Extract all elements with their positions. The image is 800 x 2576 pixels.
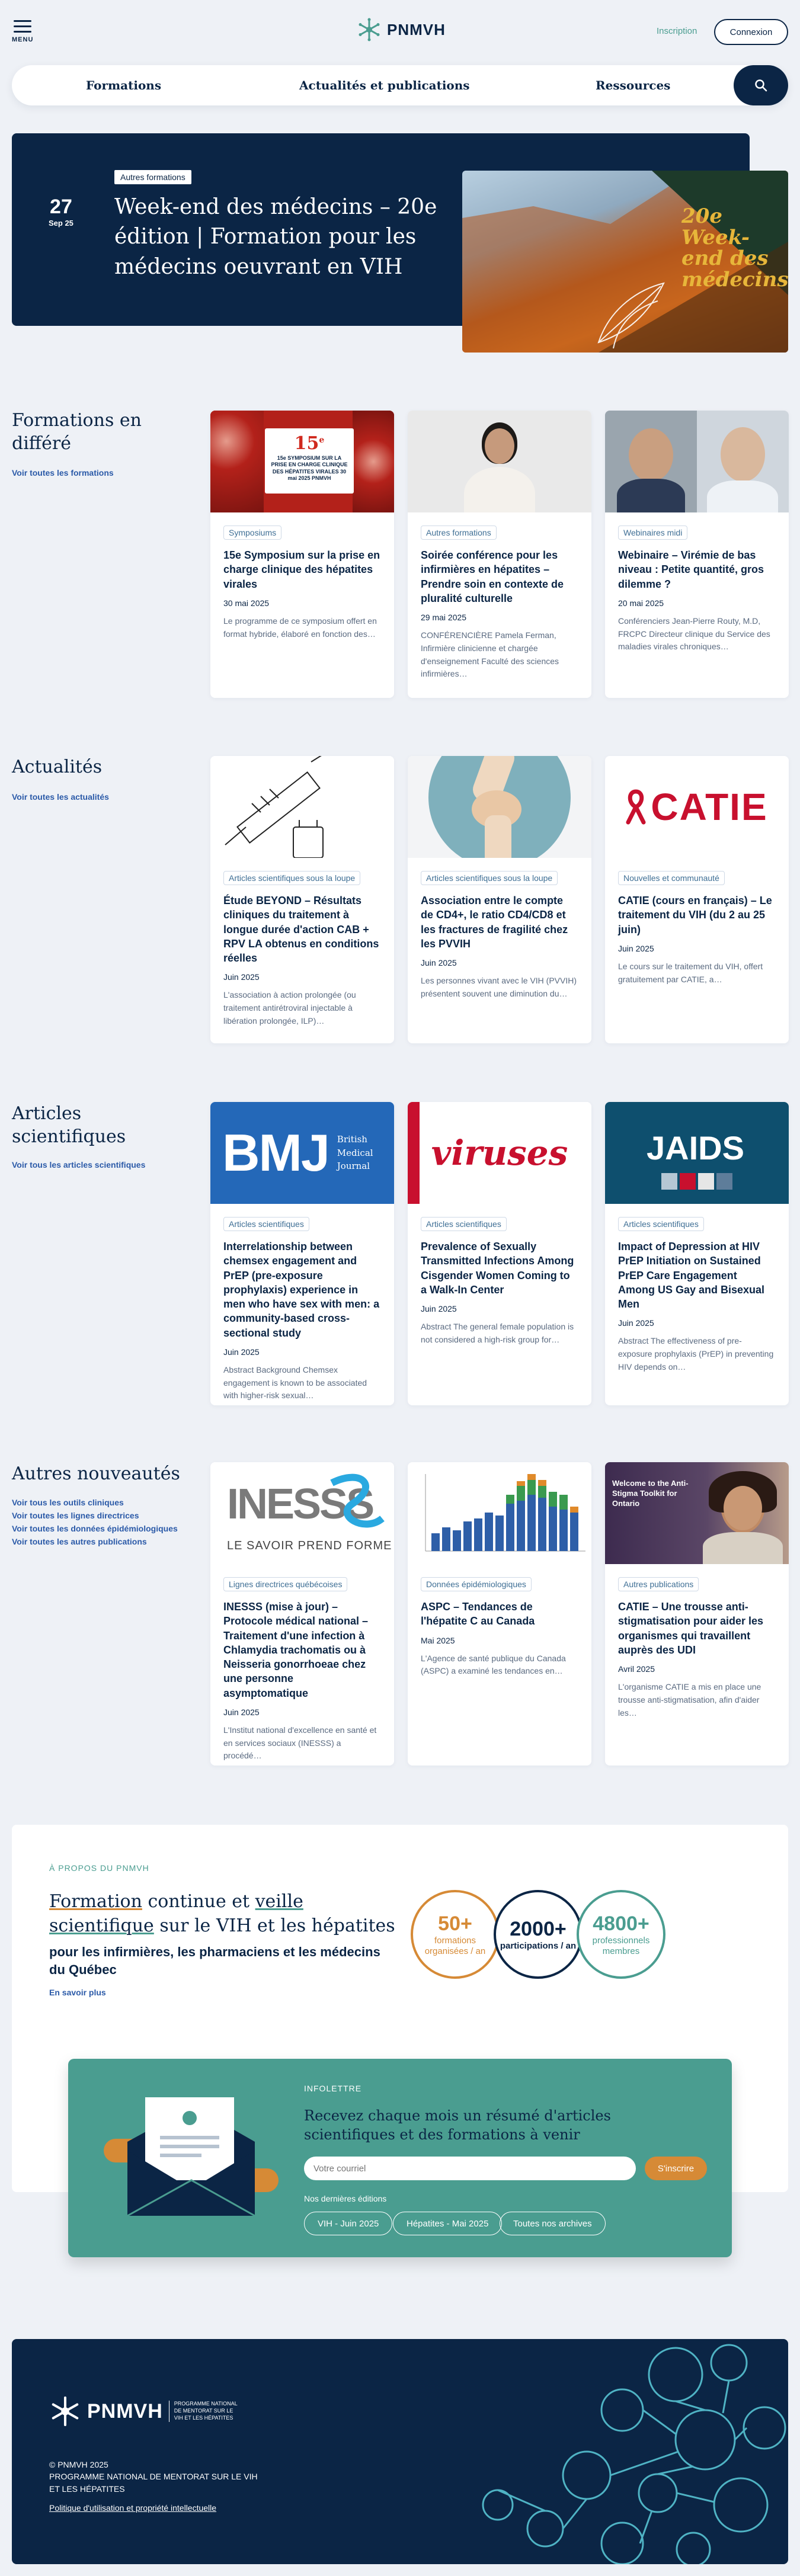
newsletter-edition-hepatites[interactable]: Hépatites - Mai 2025 [393, 2212, 502, 2235]
snowflake-logo-icon [357, 18, 381, 41]
hamburger-icon [14, 20, 31, 22]
newsletter-kicker: INFOLETTRE [304, 2084, 362, 2093]
card-image-inesss [210, 1462, 394, 1564]
viruses-logo-text: viruses [431, 1133, 568, 1173]
card-date: Juin 2025 [421, 1304, 457, 1314]
card-date: 20 mai 2025 [618, 598, 664, 608]
card-image-knee [408, 756, 591, 858]
card-tag: Articles scientifiques sous la loupe [223, 871, 360, 885]
card-date: 29 mai 2025 [421, 613, 467, 623]
card-tag: Lignes directrices québécoises [223, 1577, 347, 1591]
about-link[interactable]: En savoir plus [49, 1988, 106, 1997]
link-all-formations[interactable]: Voir toutes les formations [12, 468, 114, 478]
card-title[interactable]: 15e Symposium sur la prise en charge clinique des hépatites virales [223, 549, 380, 590]
site-header [0, 0, 800, 62]
about-title-part4: sur le VIH et les hépatites [153, 1915, 395, 1936]
card-date: Juin 2025 [223, 1707, 260, 1718]
card-autre-3[interactable] [605, 1462, 789, 1766]
newsletter-archives-link[interactable]: Toutes nos archives [500, 2212, 606, 2235]
stat-label: formations organisées / an [424, 1935, 486, 1956]
about-kicker: À PROPOS DU PNMVH [49, 1863, 149, 1873]
card-excerpt: Abstract Background Chemsex engagement is known to be associated with higher-risk sexual… [223, 1365, 367, 1401]
toolkit-image-text: Welcome to the Anti-Stigma Toolkit for Ontario [612, 1479, 689, 1508]
footer-org-line1: PROGRAMME NATIONAL DE MENTORAT SUR LE VIH [49, 2472, 258, 2482]
newsletter-email-input[interactable] [304, 2157, 636, 2180]
stat-label: professionnels membres [592, 1935, 650, 1956]
card-image-jaids [605, 1102, 789, 1204]
site-footer [12, 2339, 788, 2564]
bar-chart-thumbnail-icon [408, 1462, 591, 1564]
hero-image-text: 20e Week-end des médecins [681, 204, 788, 292]
main-nav [12, 65, 788, 105]
card-title[interactable]: Étude BEYOND – Résultats cliniques du traitement à longue durée d'action CAB + RPV LA obtenus en conditions réelles [223, 895, 379, 965]
search-icon [754, 79, 767, 92]
about-title-part3: veille scientifique [49, 1891, 303, 1936]
stat-formations [411, 1890, 500, 1979]
card-title[interactable]: CATIE – Une trousse anti-stigmatisation pour aider les organismes qui travaillent auprès des UDI [618, 1601, 764, 1656]
login-button[interactable]: Connexion [714, 19, 788, 45]
card-excerpt: Abstract The general female population is not considered a high-risk group for… [421, 1322, 574, 1344]
envelope-icon [104, 2085, 287, 2239]
footer-copyright: © PNMVH 2025 [49, 2460, 108, 2469]
card-title[interactable]: ASPC – Tendances de l'hépatite C au Canada [421, 1601, 535, 1627]
jaids-logo-text: JAIDS [647, 1129, 744, 1167]
link-all-lignes[interactable]: Voir toutes les lignes directrices [12, 1511, 139, 1520]
knee-joint-icon [408, 756, 591, 858]
card-formation-1[interactable] [210, 411, 394, 698]
card-image-bar-chart [408, 1462, 591, 1564]
card-tag: Nouvelles et communauté [618, 871, 725, 885]
card-excerpt: L'association à action prolongée (ou traitement antirétroviral injectable à libération prolongée, ILP)… [223, 990, 356, 1026]
card-tag: Articles scientifiques sous la loupe [421, 871, 558, 885]
card-excerpt: CONFÉRENCIÈRE Pamela Ferman, Infirmière clinicienne et chargée d'enseignement Faculté des sciences infirmières… [421, 630, 559, 679]
hero-title[interactable]: Week-end des médecins – 20e édition | Formation pour les médecins oeuvrant en VIH [114, 195, 437, 279]
card-title[interactable]: Interrelationship between chemsex engagement and PrEP (pre-exposure prophylaxis) experience in men who have sex with men: a community-based cross-sectional study [223, 1241, 380, 1339]
card-tag: Articles scientifiques [223, 1217, 309, 1231]
link-all-articles[interactable]: Voir tous les articles scientifiques [12, 1160, 146, 1170]
card-title[interactable]: Association entre le compte de CD4+, le ratio CD4/CD8 et les fractures de fragilité chez les PVVIH [421, 895, 568, 950]
section-title-articles: Articles scientifiques [12, 1103, 126, 1147]
card-tag: Données épidémiologiques [421, 1577, 532, 1591]
link-all-donnees[interactable]: Voir toutes les données épidémiologiques [12, 1524, 178, 1533]
card-formation-3[interactable] [605, 411, 789, 698]
card-tag: Autres publications [618, 1577, 699, 1591]
card-article-2[interactable] [408, 1102, 591, 1405]
card-tag: Webinaires midi [618, 526, 687, 540]
card-excerpt: L'Institut national d'excellence en santé et en services sociaux (INESSS) a procédé… [223, 1725, 377, 1761]
card-image: 15e 15e SYMPOSIUM SUR LA PRISE EN CHARGE CLINIQUE DES HÉPATITES VIRALES 30 mai 2025 PNMVH [210, 411, 394, 512]
logo-text: PNMVH [387, 20, 446, 39]
card-autre-2[interactable] [408, 1462, 591, 1766]
card-date: Juin 2025 [223, 972, 260, 982]
card-date: Mai 2025 [421, 1635, 455, 1645]
newsletter-subscribe-button[interactable]: S'inscrire [645, 2157, 707, 2180]
card-title[interactable]: Prevalence of Sexually Transmitted Infections Among Cisgender Women Coming to a Walk-In Center [421, 1241, 574, 1296]
hero-day: 27 [50, 196, 72, 218]
card-excerpt: Conférenciers Jean-Pierre Routy, M.D, FRCPC Directeur clinique du Service des maladies virales chroniques… [618, 616, 770, 652]
card-excerpt: Abstract The effectiveness of pre-exposure prophylaxis (PrEP) in preventing HIV depends on… [618, 1336, 774, 1372]
card-formation-2[interactable] [408, 411, 591, 698]
about-subtitle: pour les infirmières, les pharmaciens et les médecins du Québec [49, 1944, 380, 1977]
section-title-autres: Autres nouveautés [12, 1463, 180, 1484]
inesss-logo-text: INESSS [227, 1481, 373, 1528]
site-logo[interactable] [357, 18, 446, 41]
menu-button[interactable] [12, 20, 33, 43]
footer-logo-sub: PROGRAMME NATIONAL DE MENTORAT SUR LE VIH ET LES HÉPATITES [169, 2401, 240, 2421]
stat-value: 50+ [438, 1912, 472, 1935]
syringe-icon [210, 756, 394, 858]
about-title-part1: Formation [49, 1891, 142, 1912]
card-excerpt: Les personnes vivant avec le VIH (PVVIH) présentent souvent une diminution du… [421, 976, 577, 998]
card-actualite-1[interactable] [210, 756, 394, 1043]
newsletter-section [68, 2059, 732, 2257]
card-excerpt: L'organisme CATIE a mis en place une trousse anti-stigmatisation, afin d'aider les… [618, 1682, 761, 1718]
stat-label: participations / an [500, 1940, 577, 1951]
stat-value: 4800+ [593, 1912, 649, 1935]
decorative-network-graphic [409, 2339, 788, 2564]
nav-item-ressources[interactable]: Ressources [596, 78, 671, 92]
card-date: Juin 2025 [618, 1318, 654, 1328]
hamburger-icon-bar [14, 25, 31, 27]
card-excerpt: Le programme de ce symposium offert en format hybride, élaboré en fonction des… [223, 616, 377, 639]
hero-month: Sep 25 [49, 219, 73, 228]
snowflake-logo-icon [49, 2395, 81, 2427]
link-all-actualites[interactable]: Voir toutes les actualités [12, 792, 109, 802]
card-article-3[interactable] [605, 1102, 789, 1405]
card-actualite-2[interactable] [408, 756, 591, 1043]
card-image-portraits [605, 411, 789, 512]
card-tag: Symposiums [223, 526, 281, 540]
card-date: Juin 2025 [223, 1347, 260, 1357]
footer-policy-link[interactable]: Politique d'utilisation et propriété intellectuelle [49, 2503, 217, 2513]
about-title [49, 1890, 405, 1938]
bmj-logo-text: BMJ [222, 1123, 329, 1182]
card-date: 30 mai 2025 [223, 598, 270, 608]
card-image-catie [605, 756, 789, 858]
section-title-actualites: Actualités [12, 757, 103, 777]
footer-info [49, 2459, 258, 2514]
bmj-logo-sub: British Medical Journal [337, 1134, 373, 1172]
stat-value: 2000+ [510, 1917, 567, 1940]
card-actualite-3[interactable] [605, 756, 789, 1043]
card-date: Avril 2025 [618, 1664, 655, 1674]
card-image-viruses [408, 1102, 591, 1204]
footer-org-line2: ET LES HÉPATITES [49, 2484, 125, 2494]
card-tag: Articles scientifiques [421, 1217, 507, 1231]
inesss-logo-sub: LE SAVOIR PREND FORME [227, 1539, 392, 1552]
newsletter-edition-vih[interactable]: VIH - Juin 2025 [304, 2212, 392, 2235]
card-excerpt: L'Agence de santé publique du Canada (ASPC) a examiné les tendances en… [421, 1653, 566, 1676]
card-date: Juin 2025 [618, 943, 654, 953]
card-image-text: 15e SYMPOSIUM SUR LA PRISE EN CHARGE CLINIQUE DES HÉPATITES VIRALES 30 mai 2025 PNMVH [271, 455, 348, 481]
about-title-part2: continue et [142, 1891, 255, 1912]
hero-image[interactable] [462, 171, 788, 353]
hamburger-icon-bar [14, 31, 31, 33]
card-title[interactable]: Impact of Depression at HIV PrEP Initiation on Sustained PrEP Care Engagement Among US Gay and Bisexual Men [618, 1241, 765, 1311]
newsletter-recent-label: Nos dernières éditions [304, 2194, 387, 2203]
menu-label: MENU [12, 36, 34, 43]
card-image-syringe [210, 756, 394, 858]
nav-item-formations[interactable]: Formations [86, 78, 162, 92]
card-image-bmj [210, 1102, 394, 1204]
hero-date [49, 196, 73, 228]
newsletter-title: Recevez chaque mois un résumé d'articles scientifiques et des formations à venir [304, 2107, 611, 2144]
footer-logo-text: PNMVH [87, 2399, 163, 2423]
card-article-1[interactable] [210, 1102, 394, 1405]
stat-participations [494, 1890, 583, 1979]
link-all-outils[interactable]: Voir tous les outils cliniques [12, 1498, 124, 1507]
catie-logo-text: CATIE [651, 786, 768, 828]
card-title[interactable]: Soirée conférence pour les infirmières en hépatites – Prendre soin en contexte de pluralité culturelle [421, 549, 564, 604]
footer-logo[interactable] [49, 2395, 240, 2427]
card-autre-1[interactable] [210, 1462, 394, 1766]
card-tag: Articles scientifiques [618, 1217, 704, 1231]
link-all-publications[interactable]: Voir toutes les autres publications [12, 1537, 147, 1546]
red-ribbon-icon [626, 789, 646, 825]
hero-tag: Autres formations [114, 170, 191, 184]
card-image-portrait [408, 411, 591, 512]
card-title[interactable]: INESSS (mise à jour) – Protocole médical national – Traitement d'une infection à Chlamydia trachomatis ou à Neisseria gonorrhoeae chez une personne asymptomatique [223, 1601, 369, 1699]
nav-item-actualites[interactable]: Actualités et publications [299, 78, 470, 92]
card-image-toolkit [605, 1462, 789, 1564]
card-excerpt: Le cours sur le traitement du VIH, offert gratuitement par CATIE, a… [618, 961, 763, 984]
card-date: Juin 2025 [421, 958, 457, 968]
card-title[interactable]: Webinaire – Virémie de bas niveau : Petite quantité, gros dilemme ? [618, 549, 764, 590]
search-button[interactable] [734, 65, 788, 105]
stat-membres [577, 1890, 665, 1979]
section-title-formations: Formations en différé [12, 410, 142, 454]
card-title[interactable]: CATIE (cours en français) – Le traitement du VIH (du 2 au 25 juin) [618, 895, 772, 935]
signup-link[interactable]: Inscription [657, 26, 697, 36]
card-tag: Autres formations [421, 526, 497, 540]
